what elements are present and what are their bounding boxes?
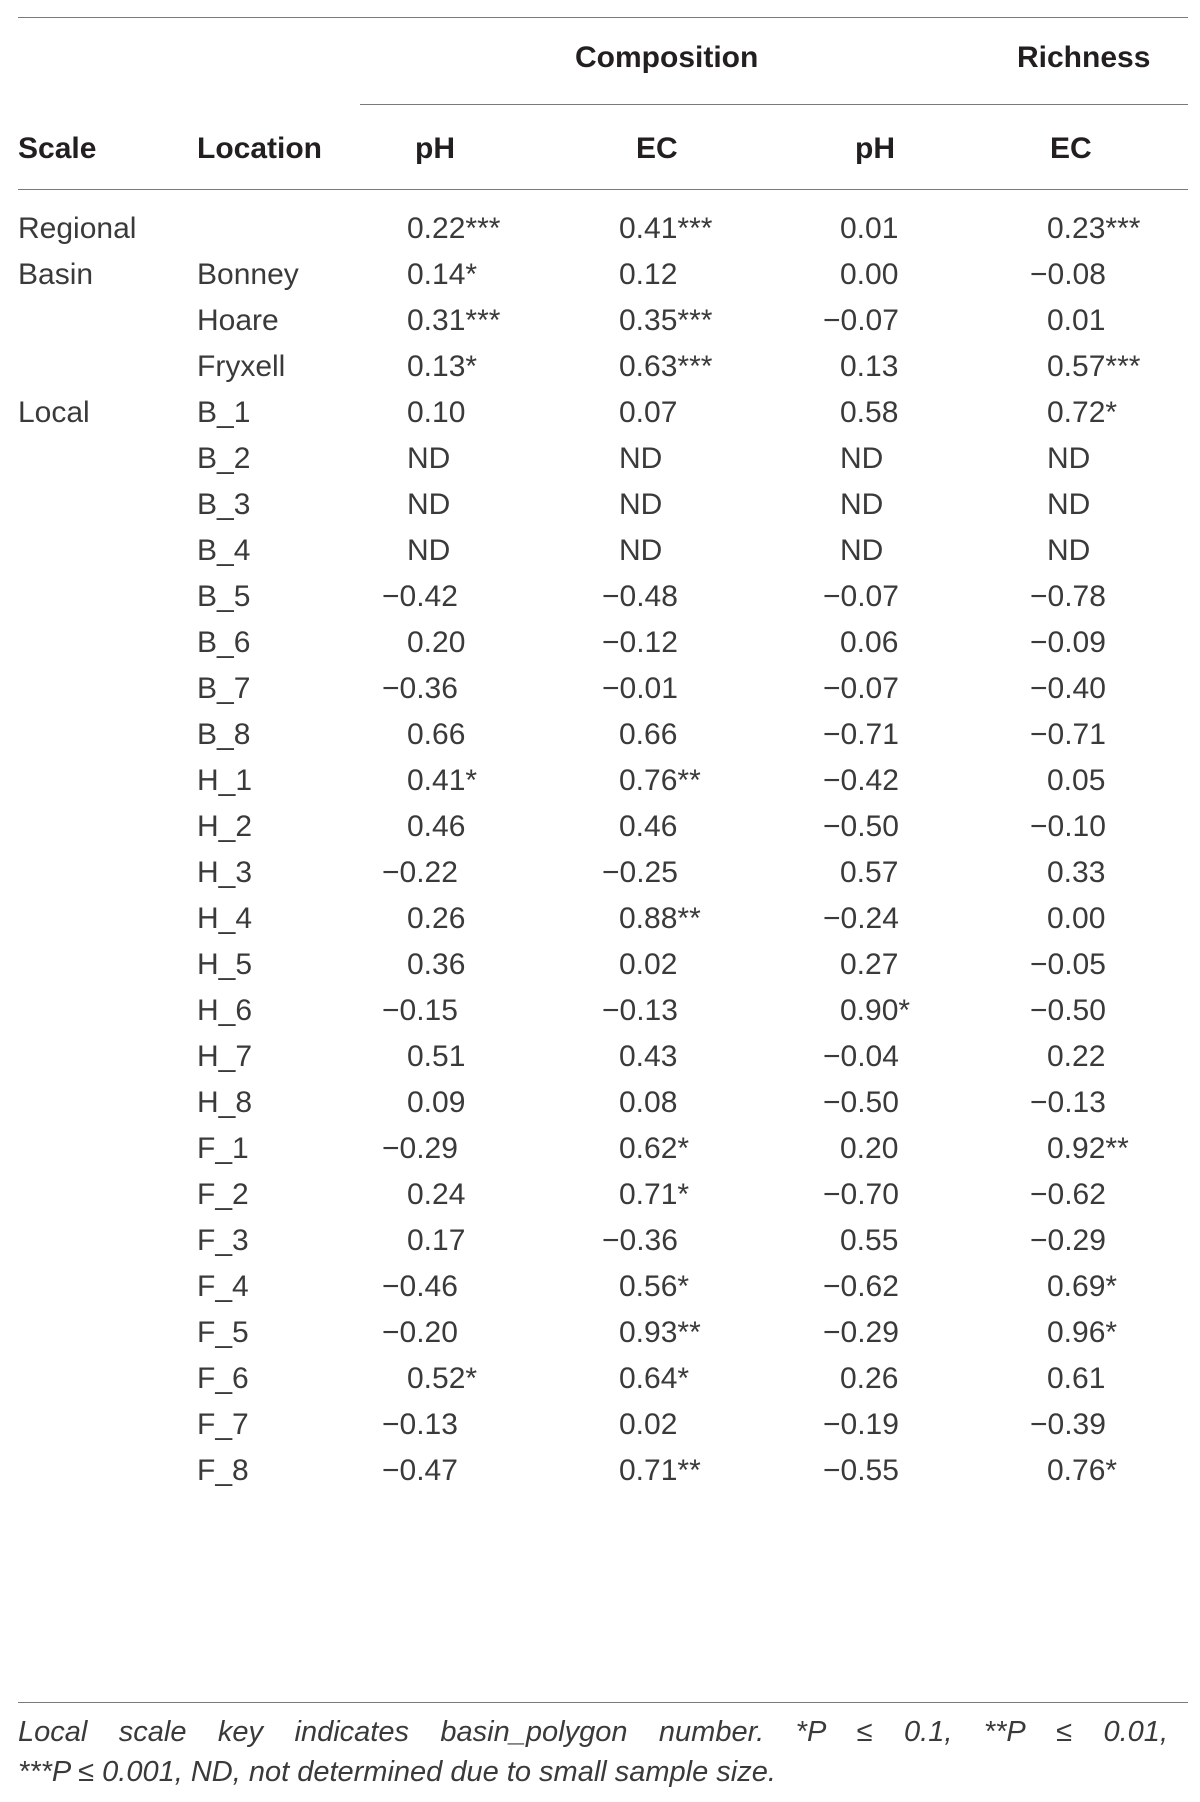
cell-richness-ec: 0.72* bbox=[1047, 396, 1118, 429]
cell-scale: Regional bbox=[18, 212, 137, 245]
cell-richness-ph: 0.26 bbox=[840, 1362, 899, 1395]
cell-composition-ec: 0.46 bbox=[619, 810, 678, 843]
column-header-composition-ph: pH bbox=[415, 132, 455, 165]
cell-richness-ec: 0.76* bbox=[1047, 1454, 1118, 1487]
cell-richness-ec: 0.00 bbox=[1047, 902, 1106, 935]
cell-composition-ec: −0.25 bbox=[602, 856, 678, 889]
cell-composition-ec: 0.64* bbox=[619, 1362, 690, 1395]
cell-richness-ph: 0.90* bbox=[840, 994, 911, 1027]
cell-composition-ph: 0.22*** bbox=[407, 212, 501, 245]
cell-composition-ph: 0.26 bbox=[407, 902, 466, 935]
group-header-composition: Composition bbox=[575, 41, 759, 74]
cell-richness-ec: 0.05 bbox=[1047, 764, 1106, 797]
cell-composition-ph: −0.13 bbox=[382, 1408, 458, 1441]
column-header-location: Location bbox=[197, 132, 322, 165]
cell-richness-ec: ND bbox=[1047, 488, 1091, 521]
cell-composition-ph: 0.24 bbox=[407, 1178, 466, 1211]
cell-composition-ec: 0.41*** bbox=[619, 212, 713, 245]
cell-composition-ec: 0.08 bbox=[619, 1086, 678, 1119]
cell-location: H_1 bbox=[197, 764, 253, 797]
cell-composition-ec: −0.13 bbox=[602, 994, 678, 1027]
cell-richness-ec: 0.22 bbox=[1047, 1040, 1106, 1073]
cell-richness-ph: −0.24 bbox=[823, 902, 899, 935]
cell-location: F_3 bbox=[197, 1224, 249, 1257]
table-bottom-rule bbox=[18, 1702, 1188, 1703]
cell-richness-ph: −0.07 bbox=[823, 672, 899, 705]
cell-composition-ec: 0.93** bbox=[619, 1316, 701, 1349]
column-header-scale: Scale bbox=[18, 132, 97, 165]
cell-richness-ph: −0.50 bbox=[823, 810, 899, 843]
cell-composition-ec: 0.02 bbox=[619, 1408, 678, 1441]
cell-richness-ec: −0.40 bbox=[1030, 672, 1106, 705]
cell-richness-ph: −0.50 bbox=[823, 1086, 899, 1119]
cell-composition-ec: 0.71* bbox=[619, 1178, 690, 1211]
cell-composition-ph: 0.31*** bbox=[407, 304, 501, 337]
cell-composition-ph: −0.46 bbox=[382, 1270, 458, 1303]
cell-richness-ec: 0.92** bbox=[1047, 1132, 1129, 1165]
cell-richness-ph: ND bbox=[840, 534, 884, 567]
cell-richness-ec: ND bbox=[1047, 442, 1091, 475]
cell-location: H_6 bbox=[197, 994, 253, 1027]
cell-composition-ec: ND bbox=[619, 488, 663, 521]
cell-richness-ec: −0.71 bbox=[1030, 718, 1106, 751]
cell-scale: Basin bbox=[18, 258, 94, 291]
cell-composition-ec: 0.71** bbox=[619, 1454, 701, 1487]
cell-location: Fryxell bbox=[197, 350, 286, 383]
cell-richness-ec: −0.78 bbox=[1030, 580, 1106, 613]
cell-richness-ph: −0.42 bbox=[823, 764, 899, 797]
cell-composition-ph: 0.46 bbox=[407, 810, 466, 843]
table-footnote bbox=[18, 1712, 1168, 1792]
cell-composition-ph: 0.09 bbox=[407, 1086, 466, 1119]
cell-richness-ph: ND bbox=[840, 488, 884, 521]
cell-richness-ec: −0.50 bbox=[1030, 994, 1106, 1027]
cell-composition-ph: −0.36 bbox=[382, 672, 458, 705]
footnote-line-2: ***P ≤ 0.001, ND, not determined due to small sample size. bbox=[18, 1756, 776, 1788]
cell-location: F_5 bbox=[197, 1316, 249, 1349]
cell-richness-ec: −0.62 bbox=[1030, 1178, 1106, 1211]
cell-composition-ph: 0.13* bbox=[407, 350, 478, 383]
cell-composition-ec: 0.02 bbox=[619, 948, 678, 981]
cell-location: B_6 bbox=[197, 626, 251, 659]
cell-richness-ec: 0.57*** bbox=[1047, 350, 1141, 383]
cell-scale: Local bbox=[18, 396, 90, 429]
cell-location: H_3 bbox=[197, 856, 253, 889]
column-header-richness-ph: pH bbox=[855, 132, 895, 165]
cell-richness-ph: −0.71 bbox=[823, 718, 899, 751]
cell-location: Bonney bbox=[197, 258, 299, 291]
cell-richness-ec: −0.10 bbox=[1030, 810, 1106, 843]
group-header-rule bbox=[360, 104, 1188, 105]
cell-location: B_1 bbox=[197, 396, 251, 429]
cell-richness-ph: 0.06 bbox=[840, 626, 899, 659]
column-header-richness-ec: EC bbox=[1050, 132, 1092, 165]
cell-composition-ph: −0.42 bbox=[382, 580, 458, 613]
cell-composition-ec: 0.76** bbox=[619, 764, 701, 797]
column-header-rule bbox=[18, 189, 1188, 190]
cell-richness-ph: −0.04 bbox=[823, 1040, 899, 1073]
cell-location: B_7 bbox=[197, 672, 251, 705]
cell-composition-ph: ND bbox=[407, 442, 451, 475]
cell-location: F_4 bbox=[197, 1270, 249, 1303]
cell-location: H_8 bbox=[197, 1086, 253, 1119]
cell-composition-ph: 0.41* bbox=[407, 764, 478, 797]
cell-location: F_6 bbox=[197, 1362, 249, 1395]
cell-composition-ph: 0.20 bbox=[407, 626, 466, 659]
cell-location: F_8 bbox=[197, 1454, 249, 1487]
cell-richness-ec: ND bbox=[1047, 534, 1091, 567]
group-header-richness: Richness bbox=[1017, 41, 1151, 74]
column-header-composition-ec: EC bbox=[636, 132, 678, 165]
cell-richness-ec: −0.29 bbox=[1030, 1224, 1106, 1257]
cell-composition-ph: 0.17 bbox=[407, 1224, 466, 1257]
cell-location: F_1 bbox=[197, 1132, 249, 1165]
cell-composition-ec: ND bbox=[619, 534, 663, 567]
cell-richness-ph: 0.20 bbox=[840, 1132, 899, 1165]
cell-richness-ph: −0.62 bbox=[823, 1270, 899, 1303]
cell-composition-ec: 0.88** bbox=[619, 902, 701, 935]
cell-richness-ph: 0.57 bbox=[840, 856, 899, 889]
cell-richness-ec: 0.96* bbox=[1047, 1316, 1118, 1349]
cell-richness-ph: −0.19 bbox=[823, 1408, 899, 1441]
table-top-rule bbox=[18, 17, 1188, 18]
cell-richness-ph: 0.13 bbox=[840, 350, 899, 383]
cell-composition-ec: 0.07 bbox=[619, 396, 678, 429]
cell-richness-ec: 0.61 bbox=[1047, 1362, 1106, 1395]
cell-composition-ec: −0.12 bbox=[602, 626, 678, 659]
cell-composition-ph: −0.47 bbox=[382, 1454, 458, 1487]
cell-composition-ec: 0.43 bbox=[619, 1040, 678, 1073]
cell-richness-ec: 0.01 bbox=[1047, 304, 1106, 337]
cell-richness-ec: −0.39 bbox=[1030, 1408, 1106, 1441]
cell-location: B_5 bbox=[197, 580, 251, 613]
cell-richness-ph: −0.07 bbox=[823, 304, 899, 337]
cell-location: F_7 bbox=[197, 1408, 249, 1441]
cell-richness-ph: −0.29 bbox=[823, 1316, 899, 1349]
cell-composition-ph: −0.29 bbox=[382, 1132, 458, 1165]
cell-richness-ec: −0.09 bbox=[1030, 626, 1106, 659]
cell-richness-ph: −0.70 bbox=[823, 1178, 899, 1211]
cell-richness-ph: −0.07 bbox=[823, 580, 899, 613]
cell-location: B_3 bbox=[197, 488, 251, 521]
cell-location: H_7 bbox=[197, 1040, 253, 1073]
cell-composition-ph: ND bbox=[407, 534, 451, 567]
cell-richness-ph: −0.55 bbox=[823, 1454, 899, 1487]
cell-location: B_2 bbox=[197, 442, 251, 475]
cell-composition-ec: ND bbox=[619, 442, 663, 475]
cell-composition-ph: 0.66 bbox=[407, 718, 466, 751]
cell-richness-ec: 0.69* bbox=[1047, 1270, 1118, 1303]
cell-richness-ph: ND bbox=[840, 442, 884, 475]
cell-location: H_4 bbox=[197, 902, 253, 935]
cell-composition-ec: 0.12 bbox=[619, 258, 678, 291]
cell-location: B_8 bbox=[197, 718, 251, 751]
cell-location: H_5 bbox=[197, 948, 253, 981]
cell-composition-ph: 0.52* bbox=[407, 1362, 478, 1395]
cell-composition-ph: −0.20 bbox=[382, 1316, 458, 1349]
footnote-line-1: Local scale key indicates basin_polygon number. *P ≤ 0.1, **P ≤ 0.01, bbox=[18, 1716, 1168, 1748]
cell-composition-ph: 0.14* bbox=[407, 258, 478, 291]
cell-richness-ec: −0.05 bbox=[1030, 948, 1106, 981]
cell-composition-ec: 0.63*** bbox=[619, 350, 713, 383]
cell-composition-ph: 0.10 bbox=[407, 396, 466, 429]
cell-composition-ph: −0.22 bbox=[382, 856, 458, 889]
cell-richness-ec: −0.13 bbox=[1030, 1086, 1106, 1119]
cell-composition-ph: 0.36 bbox=[407, 948, 466, 981]
cell-richness-ec: −0.08 bbox=[1030, 258, 1106, 291]
cell-richness-ph: 0.27 bbox=[840, 948, 899, 981]
cell-richness-ph: 0.00 bbox=[840, 258, 899, 291]
cell-composition-ec: 0.56* bbox=[619, 1270, 690, 1303]
cell-composition-ph: ND bbox=[407, 488, 451, 521]
cell-composition-ec: −0.36 bbox=[602, 1224, 678, 1257]
cell-composition-ec: −0.01 bbox=[602, 672, 678, 705]
cell-richness-ec: 0.33 bbox=[1047, 856, 1106, 889]
cell-composition-ec: 0.62* bbox=[619, 1132, 690, 1165]
cell-location: H_2 bbox=[197, 810, 253, 843]
cell-composition-ec: −0.48 bbox=[602, 580, 678, 613]
cell-composition-ec: 0.35*** bbox=[619, 304, 713, 337]
cell-location: F_2 bbox=[197, 1178, 249, 1211]
cell-location: B_4 bbox=[197, 534, 251, 567]
cell-composition-ph: 0.51 bbox=[407, 1040, 466, 1073]
cell-richness-ec: 0.23*** bbox=[1047, 212, 1141, 245]
cell-composition-ec: 0.66 bbox=[619, 718, 678, 751]
cell-richness-ph: 0.58 bbox=[840, 396, 899, 429]
cell-richness-ph: 0.55 bbox=[840, 1224, 899, 1257]
cell-composition-ph: −0.15 bbox=[382, 994, 458, 1027]
cell-richness-ph: 0.01 bbox=[840, 212, 899, 245]
cell-location: Hoare bbox=[197, 304, 279, 337]
